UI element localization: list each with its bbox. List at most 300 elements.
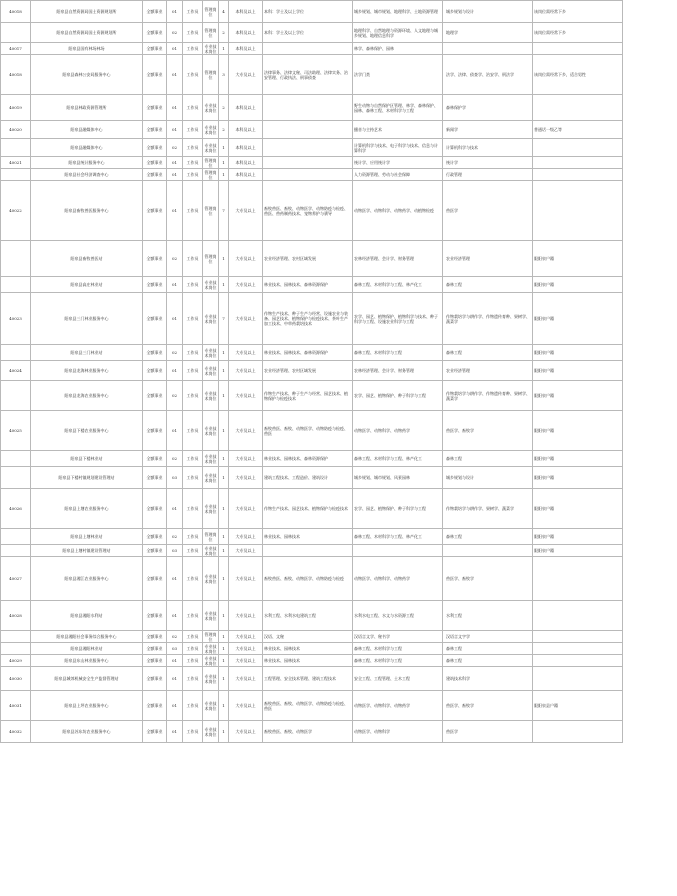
- post-number-cell: 01: [167, 557, 183, 601]
- table-row: [1, 1, 677, 23]
- funding-type-cell: 全额事业: [143, 601, 167, 631]
- post-name-cell: 工作员: [183, 139, 203, 157]
- position-code-cell: 40022: [1, 181, 31, 241]
- position-code-cell: 40020: [1, 121, 31, 139]
- college-major-cell: 作物生产技术、种子生产与经营、园艺技术、植物保护与检疫技术: [263, 381, 353, 411]
- headcount-cell: 2: [219, 121, 229, 139]
- table-row: [1, 277, 677, 293]
- remark-cell: [533, 169, 623, 181]
- undergrad-major-cell: 农学、园艺、植物保护、种子科学与工程: [353, 381, 443, 411]
- funding-type-cell: 全额事业: [143, 361, 167, 381]
- unit-name-cell: 阳泉县社会经济调查中心: [31, 169, 143, 181]
- post-number-cell: 01: [167, 55, 183, 95]
- funding-type-cell: 全额事业: [143, 23, 167, 43]
- college-major-cell: 畜牧兽医、畜牧、动物医学、动物防疫与检疫、兽医、兽药制药技术、宠物养护与驯导: [263, 181, 353, 241]
- remark-cell: 限阳泉户籍: [533, 467, 623, 489]
- grad-major-cell: 森林工程: [443, 655, 533, 667]
- headcount-cell: 1: [219, 601, 229, 631]
- funding-type-cell: 全额事业: [143, 293, 167, 345]
- headcount-cell: 1: [219, 545, 229, 557]
- funding-type-cell: 全额事业: [143, 139, 167, 157]
- funding-type-cell: 全额事业: [143, 345, 167, 361]
- post-type-cell: 专业技术岗位: [203, 121, 219, 139]
- position-code-cell: [1, 241, 31, 277]
- funding-type-cell: 全额事业: [143, 489, 167, 529]
- post-name-cell: 工作员: [183, 467, 203, 489]
- education-cell: 本科及以上: [229, 23, 263, 43]
- college-major-cell: 农业经济管理、农村区域发展: [263, 361, 353, 381]
- funding-type-cell: 全额事业: [143, 121, 167, 139]
- remark-cell: 限阳泉户籍: [533, 529, 623, 545]
- post-name-cell: 工作员: [183, 1, 203, 23]
- remark-cell: 限阳泉县户籍: [533, 691, 623, 721]
- table-row: [1, 43, 677, 55]
- education-cell: 大专及以上: [229, 529, 263, 545]
- education-cell: 大专及以上: [229, 691, 263, 721]
- education-cell: 大专及以上: [229, 241, 263, 277]
- unit-name-cell: 阳泉县下楼林业站: [31, 451, 143, 467]
- post-name-cell: 工作员: [183, 169, 203, 181]
- headcount-cell: 1: [219, 381, 229, 411]
- post-number-cell: 01: [167, 169, 183, 181]
- grad-major-cell: 水利工程: [443, 601, 533, 631]
- funding-type-cell: 全额事业: [143, 655, 167, 667]
- post-type-cell: 专业技术岗位: [203, 557, 219, 601]
- college-major-cell: 本科：学士及以上学位: [263, 23, 353, 43]
- post-number-cell: 03: [167, 643, 183, 655]
- post-type-cell: 管理岗位: [203, 529, 219, 545]
- post-number-cell: 02: [167, 631, 183, 643]
- post-type-cell: 专业技术岗位: [203, 451, 219, 467]
- post-type-cell: 专业技术岗位: [203, 95, 219, 121]
- post-type-cell: 专业技术岗位: [203, 361, 219, 381]
- position-code-cell: [1, 169, 31, 181]
- undergrad-major-cell: 地理科学、自然地理与资源环境、人文地理与城乡规划、地理信息科学: [353, 23, 443, 43]
- position-code-cell: 40032: [1, 721, 31, 743]
- post-name-cell: 工作员: [183, 95, 203, 121]
- table-row: [1, 721, 677, 743]
- education-cell: 大专及以上: [229, 721, 263, 743]
- undergrad-major-cell: 林学、森林保护、园林: [353, 43, 443, 55]
- position-code-cell: 40023: [1, 293, 31, 345]
- grad-major-cell: 森林保护学: [443, 95, 533, 121]
- unit-name-cell: 阳泉县下楼农业服务中心: [31, 411, 143, 451]
- college-major-cell: [263, 169, 353, 181]
- post-number-cell: 03: [167, 545, 183, 557]
- post-name-cell: 工作员: [183, 489, 203, 529]
- post-name-cell: 工作员: [183, 43, 203, 55]
- college-major-cell: 林业技术、园林技术: [263, 529, 353, 545]
- college-major-cell: 畜牧兽医、畜牧、动物医学、动物防疫与检疫: [263, 557, 353, 601]
- grad-major-cell: 森林工程: [443, 345, 533, 361]
- post-number-cell: 01: [167, 293, 183, 345]
- funding-type-cell: 全额事业: [143, 181, 167, 241]
- remark-cell: [533, 601, 623, 631]
- college-major-cell: 林业技术、园林技术: [263, 643, 353, 655]
- headcount-cell: 1: [219, 489, 229, 529]
- table-row: [1, 411, 677, 451]
- position-code-cell: 40018: [1, 1, 31, 23]
- position-code-cell: [1, 23, 31, 43]
- table-row: [1, 169, 677, 181]
- funding-type-cell: 全额事业: [143, 411, 167, 451]
- unit-name-cell: 阳泉县三门林业站: [31, 345, 143, 361]
- education-cell: 大专及以上: [229, 451, 263, 467]
- grad-major-cell: 地理学: [443, 23, 533, 43]
- remark-cell: 该岗位需经常下乡: [533, 1, 623, 23]
- undergrad-major-cell: 农林经济管理、会计学、财务管理: [353, 241, 443, 277]
- post-number-cell: 02: [167, 139, 183, 157]
- post-number-cell: 02: [167, 23, 183, 43]
- position-code-cell: 40030: [1, 667, 31, 691]
- post-number-cell: 01: [167, 277, 183, 293]
- position-code-cell: [1, 381, 31, 411]
- unit-name-cell: 阳泉县林政资源管理所: [31, 95, 143, 121]
- college-major-cell: 林业技术、园林技术: [263, 655, 353, 667]
- post-name-cell: 工作员: [183, 691, 203, 721]
- undergrad-major-cell: 统计学、应用统计学: [353, 157, 443, 169]
- education-cell: 大专及以上: [229, 293, 263, 345]
- post-type-cell: 管理岗位: [204, 169, 217, 180]
- post-name-cell: 工作员: [183, 121, 203, 139]
- unit-name-cell: 阳泉县上塘林业站: [31, 529, 143, 545]
- post-number-cell: 01: [167, 157, 183, 169]
- college-major-cell: [263, 139, 353, 157]
- table-row: [1, 293, 677, 345]
- grad-major-cell: 汉语言文字学: [443, 631, 533, 643]
- college-major-cell: 法律事务、法律文秘、司法助理、法律实务、治安管理、行政执法、刑事侦查: [263, 55, 353, 95]
- grad-major-cell: 新闻学: [443, 121, 533, 139]
- post-name-cell: 工作员: [183, 667, 203, 691]
- position-code-cell: [1, 545, 31, 557]
- funding-type-cell: 全额事业: [143, 1, 167, 23]
- grad-major-cell: 森林工程: [443, 643, 533, 655]
- remark-cell: [533, 181, 623, 241]
- remark-cell: [533, 631, 623, 643]
- table-body: [1, 1, 677, 743]
- headcount-cell: 1: [219, 277, 229, 293]
- grad-major-cell: 法学、法律、侦查学、治安学、刑法学: [443, 55, 533, 95]
- post-number-cell: 01: [167, 361, 183, 381]
- education-cell: 大专及以上: [229, 181, 263, 241]
- funding-type-cell: 全额事业: [143, 631, 167, 643]
- headcount-cell: 1: [219, 529, 229, 545]
- position-code-cell: 40021: [1, 157, 31, 169]
- college-major-cell: 水利工程、水利水电建筑工程: [263, 601, 353, 631]
- headcount-cell: 1: [219, 139, 229, 157]
- remark-cell: 限阳泉户籍: [533, 345, 623, 361]
- funding-type-cell: 全额事业: [143, 667, 167, 691]
- post-number-cell: 01: [167, 95, 183, 121]
- undergrad-major-cell: 农学、园艺、植物保护、种子科学与工程: [353, 489, 443, 529]
- unit-name-cell: 阳泉县龙海农业服务中心: [31, 381, 143, 411]
- headcount-cell: 1: [219, 451, 229, 467]
- funding-type-cell: 全额事业: [143, 557, 167, 601]
- post-name-cell: 工作员: [183, 557, 203, 601]
- college-major-cell: 汉语、文秘: [263, 631, 353, 643]
- college-major-cell: 建筑工程技术、工程造价、建筑设计: [263, 467, 353, 489]
- headcount-cell: 1: [219, 361, 229, 381]
- post-number-cell: 01: [167, 121, 183, 139]
- undergrad-major-cell: 动物医学、动物科学、动物药学、动植物检疫: [353, 181, 443, 241]
- unit-name-cell: 阳泉县统计服务中心: [31, 157, 143, 169]
- post-name-cell: 工作员: [183, 655, 203, 667]
- post-type-cell: 专业技术岗位: [203, 381, 219, 411]
- grad-major-cell: 城乡规划与设计: [443, 467, 533, 489]
- education-cell: 大专及以上: [229, 667, 263, 691]
- post-name-cell: 工作员: [183, 345, 203, 361]
- grad-major-cell: 计算机科学与技术: [443, 139, 533, 157]
- college-major-cell: 林业技术、园林技术、森林资源保护: [263, 451, 353, 467]
- funding-type-cell: 全额事业: [143, 451, 167, 467]
- undergrad-major-cell: 人力资源管理、劳动与社会保障: [353, 169, 443, 181]
- table-row: [1, 345, 677, 361]
- position-code-cell: [1, 529, 31, 545]
- post-name-cell: 工作员: [183, 411, 203, 451]
- table-row: [1, 631, 677, 643]
- headcount-cell: 7: [219, 181, 229, 241]
- position-code-cell: [1, 643, 31, 655]
- post-type-cell: 管理岗位: [203, 55, 219, 95]
- headcount-cell: 1: [219, 643, 229, 655]
- college-major-cell: 畜牧兽医、畜牧、动物医学、动物防疫与检疫、兽医: [263, 411, 353, 451]
- unit-name-cell: 阳泉县湘阳水利站: [31, 601, 143, 631]
- grad-major-cell: 兽医学: [443, 181, 533, 241]
- remark-cell: 限阳泉户籍: [533, 489, 623, 529]
- education-cell: 本科及以上: [229, 43, 263, 55]
- education-cell: 大专及以上: [229, 381, 263, 411]
- table-row: [1, 545, 677, 557]
- unit-name-cell: 阳泉县高庄林业站: [31, 277, 143, 293]
- education-cell: 大专及以上: [229, 361, 263, 381]
- post-number-cell: 02: [167, 345, 183, 361]
- unit-name-cell: 阳泉县湘阳林业站: [31, 643, 143, 655]
- post-type-cell: 专业技术岗位: [204, 43, 217, 54]
- undergrad-major-cell: 动物医学、动物科学: [353, 721, 443, 743]
- post-type-cell: 专业技术岗位: [204, 655, 217, 666]
- headcount-cell: 1: [219, 667, 229, 691]
- remark-cell: [533, 95, 623, 121]
- post-number-cell: 01: [167, 181, 183, 241]
- table-row: [1, 643, 677, 655]
- post-type-cell: 专业技术岗位: [203, 489, 219, 529]
- undergrad-major-cell: 法学门类: [353, 55, 443, 95]
- funding-type-cell: 全额事业: [143, 381, 167, 411]
- table-row: [1, 557, 677, 601]
- remark-cell: 限阳泉户籍: [533, 361, 623, 381]
- position-code-cell: 40024: [1, 361, 31, 381]
- post-name-cell: 工作员: [183, 55, 203, 95]
- college-major-cell: 作物生产技术、园艺技术、植物保护与检疫技术: [263, 489, 353, 529]
- table-row: [1, 489, 677, 529]
- grad-major-cell: 兽医学、畜牧学: [443, 411, 533, 451]
- table-row: [1, 55, 677, 95]
- funding-type-cell: 全额事业: [143, 157, 167, 169]
- headcount-cell: 3: [219, 55, 229, 95]
- undergrad-major-cell: 森林工程、木材科学与工程: [353, 655, 443, 667]
- post-type-cell: 专业技术岗位: [204, 545, 217, 556]
- post-name-cell: 工作员: [183, 277, 203, 293]
- undergrad-major-cell: [353, 545, 443, 557]
- education-cell: 大专及以上: [229, 557, 263, 601]
- headcount-cell: 1: [219, 631, 229, 643]
- unit-name-cell: 阳泉县湘江农业服务中心: [31, 557, 143, 601]
- education-cell: 本科及以上: [229, 157, 263, 169]
- unit-name-cell: 阳泉县上塘村镇建设管理站: [31, 545, 143, 557]
- grad-major-cell: 农业经济管理: [443, 241, 533, 277]
- position-code-cell: 40031: [1, 691, 31, 721]
- headcount-cell: 1: [219, 691, 229, 721]
- grad-major-cell: 兽医学、畜牧学: [443, 691, 533, 721]
- unit-name-cell: 阳泉县融媒体中心: [31, 121, 143, 139]
- education-cell: 大专及以上: [229, 55, 263, 95]
- post-type-cell: 管理岗位: [204, 631, 217, 642]
- post-name-cell: 工作员: [183, 643, 203, 655]
- post-name-cell: 工作员: [183, 23, 203, 43]
- headcount-cell: 7: [219, 293, 229, 345]
- post-name-cell: 工作员: [183, 157, 203, 169]
- headcount-cell: 1: [219, 241, 229, 277]
- remark-cell: [533, 557, 623, 601]
- position-code-cell: [1, 345, 31, 361]
- position-code-cell: [1, 139, 31, 157]
- funding-type-cell: 全额事业: [143, 467, 167, 489]
- position-code-cell: 40026: [1, 489, 31, 529]
- college-major-cell: 畜牧兽医、畜牧、动物医学: [263, 721, 353, 743]
- college-major-cell: [263, 545, 353, 557]
- table-row: [1, 529, 677, 545]
- post-name-cell: 工作员: [183, 721, 203, 743]
- table-row: [1, 181, 677, 241]
- headcount-cell: 1: [219, 411, 229, 451]
- post-type-cell: 专业技术岗位: [203, 691, 219, 721]
- undergrad-major-cell: 动物医学、动物科学、动物药学: [353, 691, 443, 721]
- remark-cell: [533, 643, 623, 655]
- position-code-cell: [1, 467, 31, 489]
- headcount-cell: 1: [219, 655, 229, 667]
- undergrad-major-cell: 动物医学、动物科学、动物药学: [353, 411, 443, 451]
- undergrad-major-cell: 播音与主持艺术: [353, 121, 443, 139]
- table-row: [1, 467, 677, 489]
- remark-cell: 限阳泉户籍: [533, 277, 623, 293]
- education-cell: 大专及以上: [229, 601, 263, 631]
- education-cell: 大专及以上: [229, 489, 263, 529]
- post-name-cell: 工作员: [183, 381, 203, 411]
- grad-major-cell: 作物栽培学与耕作学、果树学、蔬菜学: [443, 489, 533, 529]
- remark-cell: [533, 721, 623, 743]
- undergrad-major-cell: 动物医学、动物科学、动物药学: [353, 557, 443, 601]
- post-type-cell: 专业技术岗位: [203, 345, 219, 361]
- education-cell: 大专及以上: [229, 411, 263, 451]
- table-row: [1, 691, 677, 721]
- grad-major-cell: 兽医学: [443, 721, 533, 743]
- unit-name-cell: 阳泉县国有林场林场: [31, 43, 143, 55]
- college-major-cell: 工程管理、安全技术管理、建筑工程技术: [263, 667, 353, 691]
- position-code-cell: 40027: [1, 557, 31, 601]
- college-major-cell: [263, 95, 353, 121]
- post-type-cell: 专业技术岗位: [203, 411, 219, 451]
- post-name-cell: 工作员: [183, 241, 203, 277]
- post-type-cell: 管理岗位: [203, 241, 219, 277]
- funding-type-cell: 全额事业: [143, 529, 167, 545]
- college-major-cell: 林业技术、园林技术、森林资源保护: [263, 277, 353, 293]
- college-major-cell: 畜牧兽医、畜牧、动物医学、动物防疫与检疫、兽医: [263, 691, 353, 721]
- education-cell: 大专及以上: [229, 631, 263, 643]
- headcount-cell: 2: [219, 95, 229, 121]
- post-number-cell: 01: [167, 655, 183, 667]
- unit-name-cell: 阳泉县融媒体中心: [31, 139, 143, 157]
- post-number-cell: 01: [167, 489, 183, 529]
- undergrad-major-cell: 农林经济管理、会计学、财务管理: [353, 361, 443, 381]
- post-number-cell: 01: [167, 691, 183, 721]
- unit-name-cell: 阳泉县上塘农业服务中心: [31, 489, 143, 529]
- position-code-cell: 40018: [1, 55, 31, 95]
- funding-type-cell: 全额事业: [143, 643, 167, 655]
- college-major-cell: 林业技术、园林技术、森林资源保护: [263, 345, 353, 361]
- unit-name-cell: 阳泉县东山林业服务中心: [31, 655, 143, 667]
- grad-major-cell: [443, 545, 533, 557]
- post-name-cell: 工作员: [183, 451, 203, 467]
- position-code-cell: 40028: [1, 601, 31, 631]
- grad-major-cell: 森林工程: [443, 277, 533, 293]
- funding-type-cell: 全额事业: [143, 545, 167, 557]
- education-cell: 大专及以上: [229, 545, 263, 557]
- funding-type-cell: 全额事业: [143, 277, 167, 293]
- education-cell: 大专及以上: [229, 467, 263, 489]
- undergrad-major-cell: 城乡规划、城市规划、风景园林: [353, 467, 443, 489]
- remark-cell: 限阳泉户籍: [533, 411, 623, 451]
- post-type-cell: 管理岗位: [203, 181, 219, 241]
- college-major-cell: [263, 43, 353, 55]
- post-number-cell: 02: [167, 451, 183, 467]
- undergrad-major-cell: 农学、园艺、植物保护、植物科学与技术、种子科学与工程、设施农业科学与工程: [353, 293, 443, 345]
- remark-cell: 普通话一级乙等: [533, 121, 623, 139]
- position-code-cell: [1, 451, 31, 467]
- funding-type-cell: 全额事业: [143, 55, 167, 95]
- remark-cell: [533, 157, 623, 169]
- remark-cell: 限阳泉户籍: [533, 241, 623, 277]
- undergrad-major-cell: 野生动物与自然保护区管理、林学、森林保护、园林、森林工程、木材科学与工程: [353, 95, 443, 121]
- post-name-cell: 工作员: [183, 631, 203, 643]
- headcount-cell: 1: [219, 157, 229, 169]
- grad-major-cell: 行政管理: [443, 169, 533, 181]
- table-row: [1, 451, 677, 467]
- table-row: [1, 23, 677, 43]
- remark-cell: 限阳泉户籍: [533, 293, 623, 345]
- post-type-cell: 管理岗位: [203, 1, 219, 23]
- position-code-cell: 40029: [1, 655, 31, 667]
- undergrad-major-cell: 安全工程、工程管理、土木工程: [353, 667, 443, 691]
- headcount-cell: 1: [219, 345, 229, 361]
- headcount-cell: 4: [219, 1, 229, 23]
- remark-cell: 限阳泉户籍: [533, 381, 623, 411]
- remark-cell: 该岗位需经常下乡: [533, 23, 623, 43]
- unit-name-cell: 阳泉县畜牧兽医站: [31, 241, 143, 277]
- grad-major-cell: 作物栽培学与耕作学、作物遗传育种、果树学、蔬菜学: [443, 381, 533, 411]
- grad-major-cell: 森林工程: [443, 451, 533, 467]
- unit-name-cell: 阳泉县上坪农业服务中心: [31, 691, 143, 721]
- position-code-cell: 40019: [1, 95, 31, 121]
- unit-name-cell: 阳泉县畜牧兽医服务中心: [31, 181, 143, 241]
- grad-major-cell: 统计学: [443, 157, 533, 169]
- education-cell: 大专及以上: [229, 643, 263, 655]
- grad-major-cell: [443, 43, 533, 55]
- unit-name-cell: 阳泉县森林公安局服务中心: [31, 55, 143, 95]
- funding-type-cell: 全额事业: [143, 43, 167, 55]
- unit-name-cell: 阳泉县苏东坊农业服务中心: [31, 721, 143, 743]
- grad-major-cell: 森林工程: [443, 529, 533, 545]
- post-number-cell: 01: [167, 1, 183, 23]
